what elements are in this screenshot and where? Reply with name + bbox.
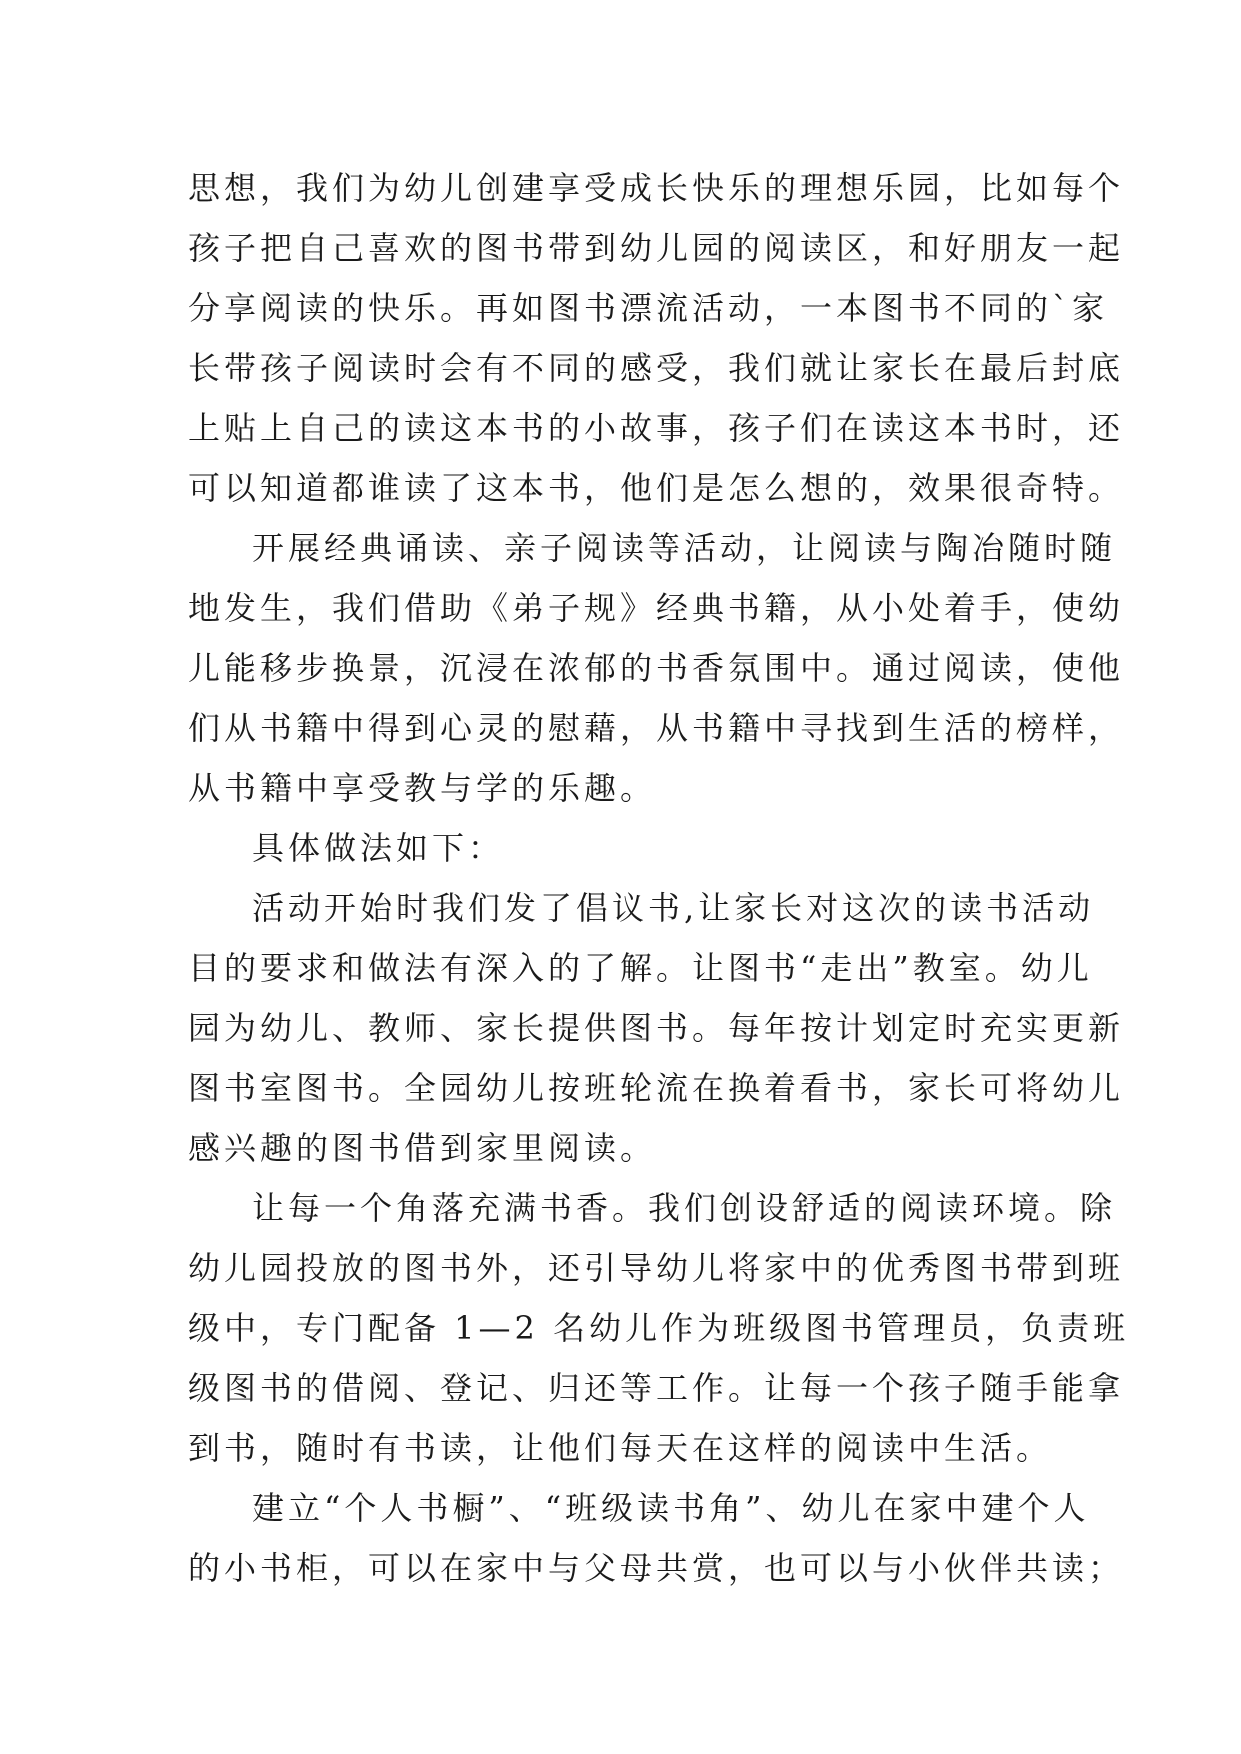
text-line: 孩子把自己喜欢的图书带到幼儿园的阅读区，和好朋友一起 — [188, 229, 1125, 267]
text-line: 上贴上自己的读这本书的小故事，孩子们在读这本书时，还 — [188, 409, 1125, 447]
text-line: 级中，专门配备 1—2 名幼儿作为班级图书管理员，负责班 — [188, 1309, 1130, 1347]
text-line: 到书，随时有书读，让他们每天在这样的阅读中生活。 — [188, 1429, 1053, 1467]
text-line: 儿能移步换景，沉浸在浓郁的书香氛围中。通过阅读，使他 — [188, 649, 1125, 687]
paragraph-first-line: 具体做法如下： — [252, 829, 505, 867]
text-line: 园为幼儿、教师、家长提供图书。每年按计划定时充实更新 — [188, 1009, 1125, 1047]
text-line: 思想，我们为幼儿创建享受成长快乐的理想乐园，比如每个 — [188, 169, 1125, 207]
paragraph-first-line: 让每一个角落充满书香。我们创设舒适的阅读环境。除 — [252, 1189, 1117, 1227]
document-body — [188, 158, 1130, 1598]
text-line: 幼儿园投放的图书外，还引导幼儿将家中的优秀图书带到班 — [188, 1249, 1125, 1287]
text-line: 从书籍中享受教与学的乐趣。 — [188, 769, 657, 807]
text-line: 感兴趣的图书借到家里阅读。 — [188, 1129, 657, 1167]
text-line: 长带孩子阅读时会有不同的感受，我们就让家长在最后封底 — [188, 349, 1125, 387]
text-line: 的小书柜，可以在家中与父母共赏，也可以与小伙伴共读； — [188, 1549, 1125, 1587]
text-line: 级图书的借阅、登记、归还等工作。让每一个孩子随手能拿 — [188, 1369, 1125, 1407]
text-line: 可以知道都谁读了这本书，他们是怎么想的，效果很奇特。 — [188, 469, 1125, 507]
paragraph-first-line: 建立“个人书橱”、“班级读书角”、幼儿在家中建个人 — [252, 1489, 1090, 1527]
paragraph-first-line: 活动开始时我们发了倡议书,让家长对这次的读书活动 — [252, 889, 1095, 927]
text-line: 地发生，我们借助《弟子规》经典书籍，从小处着手，使幼 — [188, 589, 1125, 627]
text-line: 分享阅读的快乐。再如图书漂流活动，一本图书不同的`家 — [188, 289, 1109, 327]
text-line: 目的要求和做法有深入的了解。让图书“走出”教室。幼儿 — [188, 949, 1093, 987]
text-line: 图书室图书。全园幼儿按班轮流在换着看书，家长可将幼儿 — [188, 1069, 1125, 1107]
text-line: 们从书籍中得到心灵的慰藉，从书籍中寻找到生活的榜样， — [188, 709, 1125, 747]
paragraph-first-line: 开展经典诵读、亲子阅读等活动，让阅读与陶冶随时随 — [252, 529, 1117, 567]
